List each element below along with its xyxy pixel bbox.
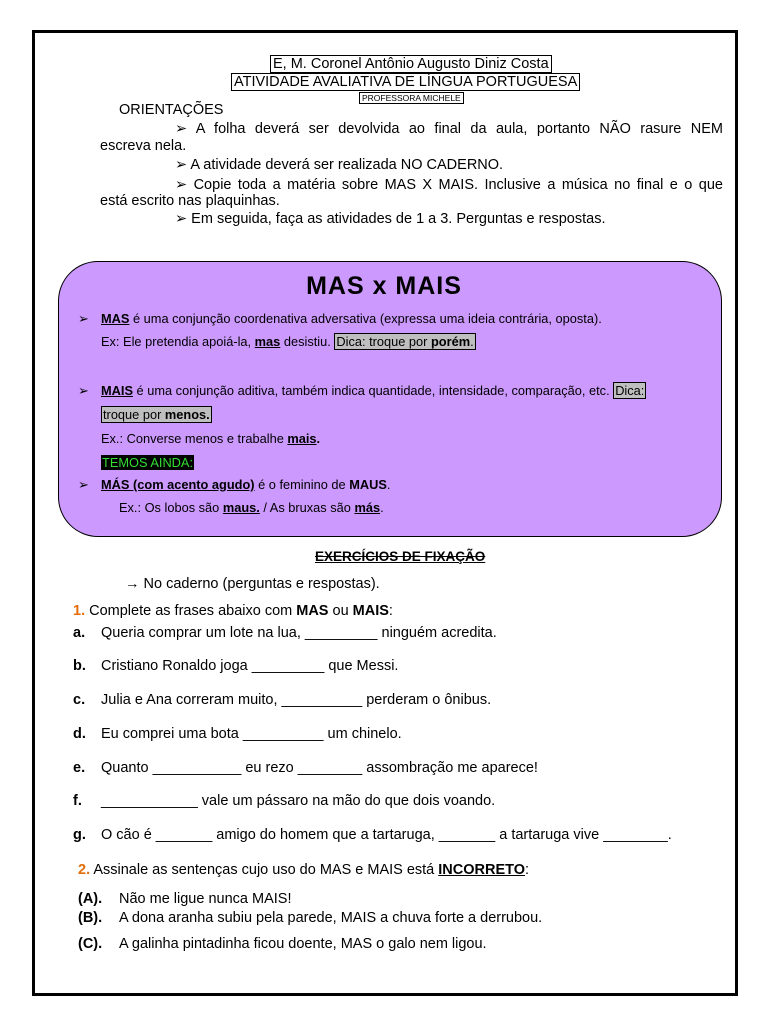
item-text: O cão é _______ amigo do homem que a tartaruga, _______ a tartaruga vive ________. — [101, 827, 672, 843]
option-text: A dona aranha subiu pela parede, MAIS a chuva forte a derrubou. — [119, 910, 543, 926]
option-label: (B). — [78, 910, 103, 926]
mais-definition: MAIS é uma conjunção aditiva, também indica quantidade, intensidade, comparação, etc. Dica: — [101, 383, 645, 398]
option-text: A galinha pintadinha ficou doente, MAS o galo nem ligou. — [119, 936, 487, 952]
item-text: Eu comprei uma bota __________ um chinelo. — [101, 726, 402, 742]
item-label: c. — [73, 692, 86, 708]
teacher-name: PROFESSORA MICHELE — [359, 92, 464, 104]
question-1: 1. Complete as frases abaixo com MAS ou MAIS: — [73, 603, 393, 619]
orientacao-1-cont: escreva nela. — [100, 138, 187, 154]
option-label: (A). — [78, 891, 103, 907]
orientacao-4: ➢ Em seguida, faça as atividades de 1 a 3. Perguntas e respostas. — [175, 211, 606, 227]
item-text: Queria comprar um lote na lua, _________ ninguém acredita. — [101, 625, 497, 641]
item-label: f. — [73, 793, 82, 809]
item-label: a. — [73, 625, 86, 641]
item-text: Julia e Ana correram muito, __________ perderam o ônibus. — [101, 692, 492, 708]
item-label: g. — [73, 827, 86, 843]
box-title: MAS x MAIS — [306, 272, 462, 300]
bullet-icon: ➢ — [78, 383, 89, 398]
item-text: ____________ vale um pássaro na mão do que dois voando. — [101, 793, 496, 809]
mas-definition: MAS é uma conjunção coordenativa adversativa (expressa uma ideia contrária, oposta). — [101, 311, 602, 326]
mais-example: Ex.: Converse menos e trabalhe mais. — [101, 431, 321, 446]
school-name: E, M. Coronel Antônio Augusto Diniz Costa — [270, 55, 552, 73]
exercicios-title: EXERCÍCIOS DE FIXAÇÃO — [315, 549, 486, 564]
orientacao-3: ➢ Copie toda a matéria sobre MAS X MAIS. Inclusive a música no final e o que — [175, 177, 723, 193]
mas-accent-example: Ex.: Os lobos são maus. / As bruxas são más. — [119, 500, 384, 515]
mas-example: Ex: Ele pretendia apoiá-la, mas desistiu. Dica: troque por porém. — [101, 334, 474, 349]
bullet-icon: ➢ — [78, 477, 89, 492]
item-label: b. — [73, 658, 86, 674]
item-text: Quanto ___________ eu rezo ________ assombração me aparece! — [101, 760, 538, 776]
item-label: e. — [73, 760, 86, 776]
orientacao-1: ➢ A folha deverá ser devolvida ao final da aula, portanto NÃO rasure NEM — [175, 121, 723, 137]
content-box — [58, 261, 722, 537]
item-text: Cristiano Ronaldo joga _________ que Messi. — [101, 658, 399, 674]
mais-dica: troque por menos. — [103, 407, 210, 422]
orientacao-3-cont: está escrito nas plaquinhas. — [100, 193, 280, 209]
mas-dica: Dica: troque por porém. — [336, 334, 474, 349]
activity-title: ATIVIDADE AVALIATIVA DE LÍNGUA PORTUGUESA — [231, 73, 580, 91]
exercicios-note: → No caderno (perguntas e respostas). — [125, 576, 380, 592]
option-label: (C). — [78, 936, 103, 952]
option-text: Não me ligue nunca MAIS! — [119, 891, 292, 907]
orientacoes-title: ORIENTAÇÕES — [119, 102, 224, 118]
temos-ainda: TEMOS AINDA: — [102, 455, 194, 470]
mas-accent-definition: MÁS (com acento agudo) é o feminino de MAUS. — [101, 477, 391, 492]
bullet-icon: ➢ — [78, 311, 89, 326]
orientacao-2: ➢ A atividade deverá ser realizada NO CADERNO. — [175, 157, 504, 173]
item-label: d. — [73, 726, 86, 742]
question-2: 2. Assinale as sentenças cujo uso do MAS e MAIS está INCORRETO: — [78, 862, 530, 878]
